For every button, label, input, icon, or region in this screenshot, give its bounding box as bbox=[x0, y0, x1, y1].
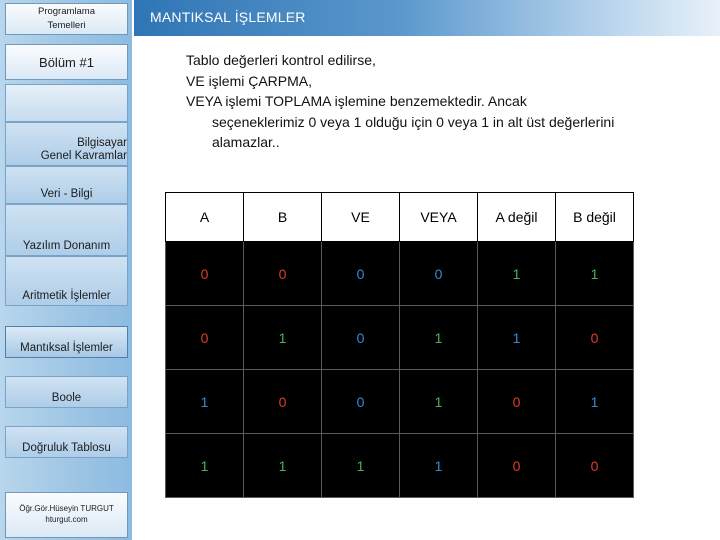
table-cell: 0 bbox=[322, 242, 400, 306]
sidebar-item-veri-bilgi[interactable] bbox=[5, 166, 128, 204]
sidebar-item-label: Mantıksal İşlemler bbox=[20, 342, 113, 354]
sidebar bbox=[0, 0, 132, 540]
table-cell: 1 bbox=[244, 306, 322, 370]
course-title-line1: Programlama bbox=[37, 6, 96, 17]
table-cell: 0 bbox=[166, 242, 244, 306]
text-line: alamazlar.. bbox=[212, 134, 280, 150]
table-cell: 0 bbox=[478, 370, 556, 434]
table-header-row bbox=[166, 193, 634, 242]
sidebar-item-boole[interactable] bbox=[5, 376, 128, 408]
column-header-b-degil: B değil bbox=[556, 193, 634, 242]
sidebar-item-mantiksal-islemler[interactable] bbox=[5, 326, 128, 358]
course-title-line2: Temelleri bbox=[47, 20, 86, 31]
chapter-label: Bölüm #1 bbox=[5, 44, 128, 80]
table-cell: 1 bbox=[556, 370, 634, 434]
table-cell: 1 bbox=[400, 306, 478, 370]
table-cell: 1 bbox=[244, 434, 322, 498]
text-line: VE işlemi ÇARPMA, bbox=[186, 72, 313, 89]
table-row bbox=[166, 370, 634, 434]
table-row bbox=[166, 306, 634, 370]
table-cell: 1 bbox=[400, 434, 478, 498]
sidebar-item-dogruluk-tablosu[interactable] bbox=[5, 426, 128, 458]
table-cell: 1 bbox=[478, 242, 556, 306]
table-cell: 1 bbox=[556, 242, 634, 306]
text-line: seçeneklerimiz 0 veya 1 olduğu için 0 veya 1 in alt üst değerlerini bbox=[212, 113, 615, 130]
text-line: VEYA işlemi TOPLAMA işlemine benzemektedir. Ancak bbox=[186, 93, 527, 109]
truth-table bbox=[165, 192, 634, 498]
page-title: MANTIKSAL İŞLEMLER bbox=[150, 9, 306, 25]
explanation-text bbox=[186, 50, 706, 153]
column-header-a: A bbox=[166, 193, 244, 242]
sidebar-item-yazilim-donanim[interactable] bbox=[5, 204, 128, 256]
author-website: hturgut.com bbox=[45, 515, 88, 524]
table-cell: 0 bbox=[322, 370, 400, 434]
sidebar-item-label: Genel Kavramlar bbox=[40, 150, 127, 162]
column-header-a-degil: A değil bbox=[478, 193, 556, 242]
sidebar-item-blank[interactable] bbox=[5, 84, 128, 122]
table-cell: 0 bbox=[556, 434, 634, 498]
sidebar-item-label: Boole bbox=[51, 392, 82, 404]
sidebar-item-label: Veri - Bilgi bbox=[40, 188, 93, 200]
column-header-b: B bbox=[244, 193, 322, 242]
table-cell: 0 bbox=[244, 242, 322, 306]
column-header-veya: VEYA bbox=[400, 193, 478, 242]
header-bar bbox=[134, 0, 720, 36]
sidebar-item-bilgisayar-genel-kavramlar[interactable] bbox=[5, 122, 128, 166]
table-cell: 1 bbox=[166, 434, 244, 498]
sidebar-item-aritmetik-islemler[interactable] bbox=[5, 256, 128, 306]
sidebar-item-label: Yazılım Donanım bbox=[22, 240, 111, 252]
table-cell: 0 bbox=[322, 306, 400, 370]
author-box bbox=[5, 492, 128, 538]
table-cell: 0 bbox=[244, 370, 322, 434]
course-title-box bbox=[5, 3, 128, 35]
sidebar-item-label: Bilgisayar bbox=[77, 137, 127, 149]
sidebar-item-label: Doğruluk Tablosu bbox=[22, 442, 111, 454]
table-row bbox=[166, 434, 634, 498]
author-name: Öğr.Gör.Hüseyin TURGUT bbox=[19, 504, 114, 513]
table-cell: 0 bbox=[400, 242, 478, 306]
table-row bbox=[166, 242, 634, 306]
text-line: Tablo değerleri kontrol edilirse, bbox=[186, 52, 376, 68]
column-header-ve: VE bbox=[322, 193, 400, 242]
table-cell: 1 bbox=[478, 306, 556, 370]
table-cell: 0 bbox=[556, 306, 634, 370]
table-cell: 0 bbox=[478, 434, 556, 498]
table-cell: 0 bbox=[166, 306, 244, 370]
sidebar-item-label: Aritmetik İşlemler bbox=[22, 290, 111, 302]
table-cell: 1 bbox=[400, 370, 478, 434]
table-cell: 1 bbox=[322, 434, 400, 498]
table-cell: 1 bbox=[166, 370, 244, 434]
